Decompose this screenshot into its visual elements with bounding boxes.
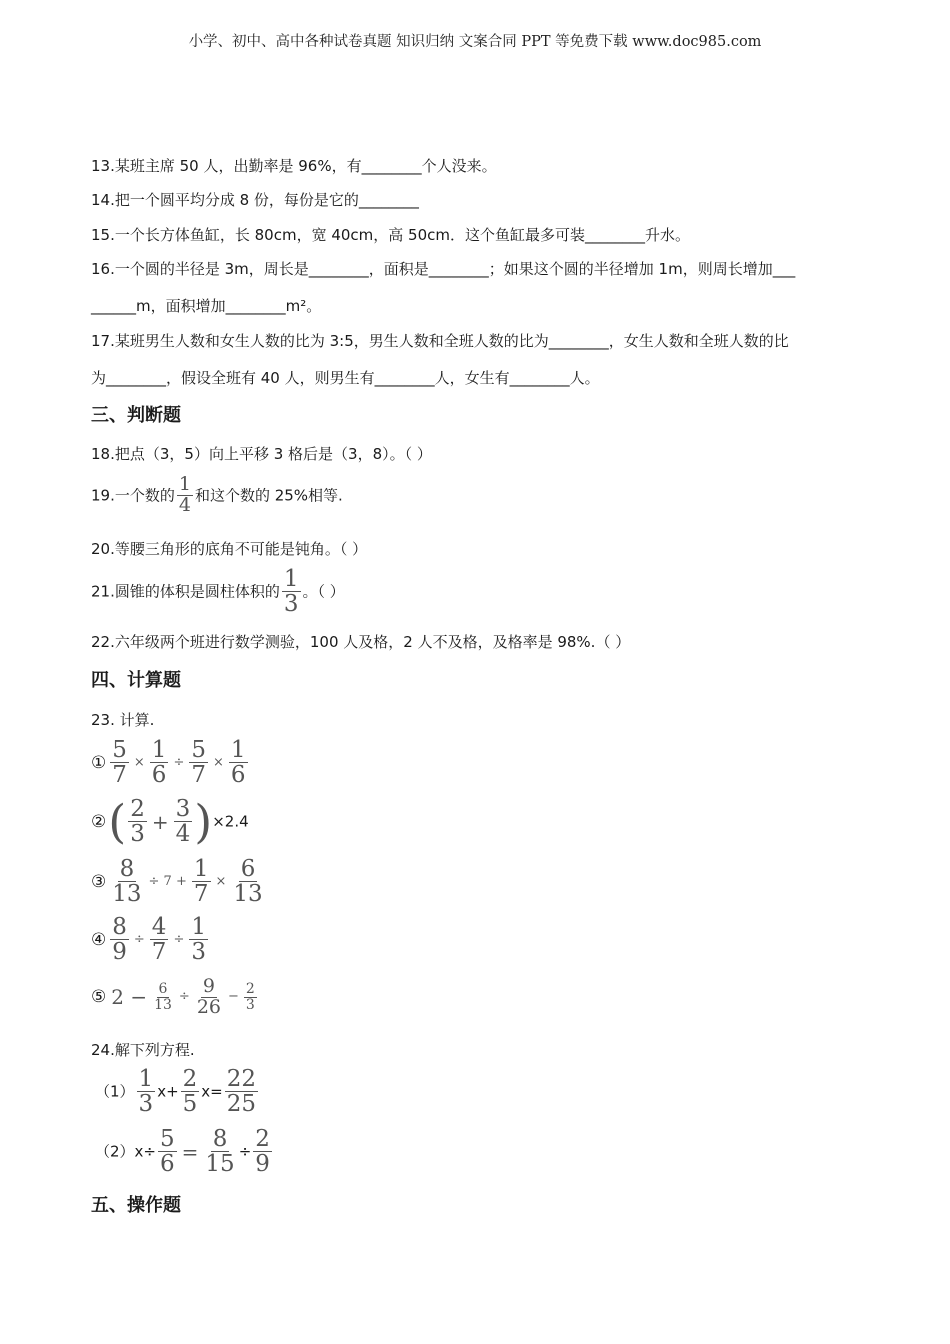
item-number: ① bbox=[91, 752, 107, 773]
calc-item-5 bbox=[91, 977, 259, 1018]
fraction bbox=[195, 977, 223, 1018]
question-21 bbox=[91, 567, 345, 616]
section-title-operation: 五、操作题 bbox=[91, 1195, 181, 1216]
fraction-numerator: 1 bbox=[138, 1066, 154, 1092]
fraction-numerator: 5 bbox=[112, 737, 127, 763]
question-16-line1: 16.一个圆的半径是 3m，周长是________，面积是________；如果这个圆的半径增加 1m，则周长增加___ bbox=[91, 260, 796, 278]
fraction bbox=[128, 797, 147, 846]
fraction-denominator: 7 bbox=[151, 939, 167, 966]
question-19 bbox=[91, 475, 343, 516]
fraction-numerator: 8 bbox=[212, 1126, 228, 1152]
operator: ÷ bbox=[133, 931, 145, 947]
right-parenthesis: ) bbox=[194, 794, 213, 849]
fraction bbox=[231, 857, 264, 906]
operator: ÷ bbox=[173, 754, 185, 770]
fraction-denominator: 3 bbox=[138, 1091, 154, 1118]
fraction bbox=[174, 797, 193, 846]
fraction-numerator: 1 bbox=[191, 914, 206, 940]
q21-fraction bbox=[282, 567, 301, 616]
fraction-denominator: 4 bbox=[178, 493, 191, 516]
q21-text-pre: 21.圆锥的体积是圆柱体积的 bbox=[91, 582, 280, 601]
fraction bbox=[192, 857, 211, 906]
question-23-title: 23. 计算. bbox=[91, 711, 155, 729]
fraction-numerator: 8 bbox=[112, 914, 127, 940]
fraction bbox=[137, 1067, 156, 1116]
equation-text: x+ bbox=[157, 1082, 179, 1101]
fraction bbox=[203, 1127, 236, 1176]
fraction bbox=[158, 1127, 177, 1176]
question-13: 13.某班主席 50 人，出勤率是 96%，有________个人没来。 bbox=[91, 157, 497, 175]
fraction-numerator: 6 bbox=[240, 856, 256, 882]
fraction-numerator: 1 bbox=[151, 737, 167, 763]
calc-item-1 bbox=[91, 738, 250, 787]
fraction-numerator: 1 bbox=[193, 856, 209, 882]
fraction-denominator: 7 bbox=[191, 762, 206, 789]
question-18: 18.把点（3，5）向上平移 3 格后是（3，8）。（ ） bbox=[91, 445, 432, 463]
fraction-denominator: 9 bbox=[112, 939, 127, 966]
operator: − bbox=[228, 989, 239, 1005]
item-number: （1） bbox=[95, 1082, 135, 1101]
fraction-denominator: 13 bbox=[233, 881, 263, 908]
fraction bbox=[189, 915, 208, 964]
item-number: ⑤ bbox=[91, 987, 107, 1008]
fraction bbox=[244, 982, 257, 1012]
fraction bbox=[150, 738, 169, 787]
fraction-denominator: 4 bbox=[175, 821, 191, 848]
fraction-numerator: 1 bbox=[178, 473, 191, 495]
fraction-denominator: 7 bbox=[112, 762, 127, 789]
fraction-numerator: 2 bbox=[182, 1066, 198, 1092]
tail-text: ×2.4 bbox=[212, 812, 249, 831]
fraction bbox=[110, 738, 129, 787]
fraction-denominator: 25 bbox=[226, 1091, 257, 1118]
item-number: ④ bbox=[91, 929, 107, 950]
fraction-denominator: 6 bbox=[151, 762, 167, 789]
page-header: 小学、初中、高中各种试卷真题 知识归纳 文案合同 PPT 等免费下载 www.doc985.com bbox=[188, 34, 762, 50]
equation-2 bbox=[95, 1127, 274, 1176]
fraction bbox=[181, 1067, 200, 1116]
leading-term: 2 − bbox=[111, 985, 148, 1010]
question-22: 22.六年级两个班进行数学测验，100 人及格，2 人不及格，及格率是 98%.（ ） bbox=[91, 633, 631, 651]
fraction-denominator: 3 bbox=[191, 939, 206, 966]
question-17-line2: 为________，假设全班有 40 人，则男生有________人，女生有________人。 bbox=[91, 369, 600, 387]
item-number: ③ bbox=[91, 871, 107, 892]
fraction-numerator: 2 bbox=[255, 1126, 270, 1152]
question-14: 14.把一个圆平均分成 8 份，每份是它的________ bbox=[91, 191, 419, 209]
item-number: （2） bbox=[95, 1142, 135, 1161]
fraction bbox=[110, 915, 129, 964]
fraction-numerator: 22 bbox=[226, 1066, 257, 1092]
fraction bbox=[152, 982, 174, 1012]
fraction-denominator: 5 bbox=[182, 1091, 198, 1118]
fraction-numerator: 8 bbox=[119, 856, 135, 882]
fraction-numerator: 2 bbox=[245, 981, 255, 998]
question-17-line1: 17.某班男生人数和女生人数的比为 3:5，男生人数和全班人数的比为________，女生人数和全班人数的比 bbox=[91, 332, 789, 350]
equation-text: ÷ bbox=[238, 1142, 252, 1161]
fraction-numerator: 9 bbox=[202, 975, 215, 997]
fraction-numerator: 1 bbox=[283, 566, 299, 592]
question-20: 20.等腰三角形的底角不可能是钝角。（ ） bbox=[91, 540, 368, 558]
equation-1 bbox=[95, 1067, 260, 1116]
fraction bbox=[225, 1067, 258, 1116]
operator: × bbox=[212, 754, 224, 770]
operator: × bbox=[133, 754, 145, 770]
q19-text-pre: 19.一个数的 bbox=[91, 486, 175, 505]
fraction-denominator: 26 bbox=[196, 995, 222, 1018]
fraction-denominator: 3 bbox=[245, 996, 255, 1013]
q19-fraction bbox=[177, 475, 193, 516]
operator: ÷ 7 + bbox=[148, 873, 187, 889]
fraction-numerator: 2 bbox=[130, 796, 145, 822]
operator: ÷ bbox=[178, 989, 190, 1005]
fraction bbox=[189, 738, 208, 787]
fraction bbox=[110, 857, 143, 906]
fraction bbox=[253, 1127, 272, 1176]
fraction-denominator: 13 bbox=[154, 996, 172, 1013]
section-title-judgment: 三、判断题 bbox=[91, 405, 181, 426]
fraction-numerator: 5 bbox=[160, 1126, 175, 1152]
left-parenthesis: ( bbox=[108, 794, 127, 849]
fraction bbox=[150, 915, 169, 964]
calc-item-2 bbox=[91, 794, 249, 849]
fraction-denominator: 3 bbox=[283, 591, 299, 618]
question-15: 15.一个长方体鱼缸，长 80cm，宽 40cm，高 50cm．这个鱼缸最多可装________升水。 bbox=[91, 226, 690, 244]
equation-text: x= bbox=[201, 1082, 223, 1101]
question-16-line2: ______m，面积增加________m²。 bbox=[91, 297, 322, 315]
fraction-denominator: 6 bbox=[160, 1151, 175, 1178]
item-number: ② bbox=[91, 811, 107, 832]
operator: + bbox=[151, 809, 169, 834]
fraction-numerator: 5 bbox=[191, 737, 206, 763]
fraction-denominator: 15 bbox=[205, 1151, 235, 1178]
operator: × bbox=[215, 873, 227, 889]
fraction-numerator: 4 bbox=[151, 914, 167, 940]
section-title-calculation: 四、计算题 bbox=[91, 670, 181, 691]
fraction-denominator: 13 bbox=[112, 881, 142, 908]
calc-item-3 bbox=[91, 857, 267, 906]
fraction bbox=[229, 738, 248, 787]
calc-item-4 bbox=[91, 915, 210, 964]
fraction-denominator: 7 bbox=[193, 881, 209, 908]
q21-text-post: 。（ ） bbox=[302, 582, 345, 601]
operator: = bbox=[181, 1139, 199, 1164]
fraction-numerator: 3 bbox=[175, 796, 191, 822]
question-24-title: 24.解下列方程. bbox=[91, 1041, 195, 1059]
fraction-denominator: 9 bbox=[255, 1151, 270, 1178]
fraction-numerator: 1 bbox=[230, 737, 246, 763]
q19-text-post: 和这个数的 25%相等. bbox=[194, 486, 343, 505]
fraction-denominator: 3 bbox=[130, 821, 145, 848]
equation-text: x÷ bbox=[134, 1142, 156, 1161]
fraction-denominator: 6 bbox=[230, 762, 246, 789]
fraction-numerator: 6 bbox=[158, 981, 168, 998]
operator: ÷ bbox=[173, 931, 185, 947]
